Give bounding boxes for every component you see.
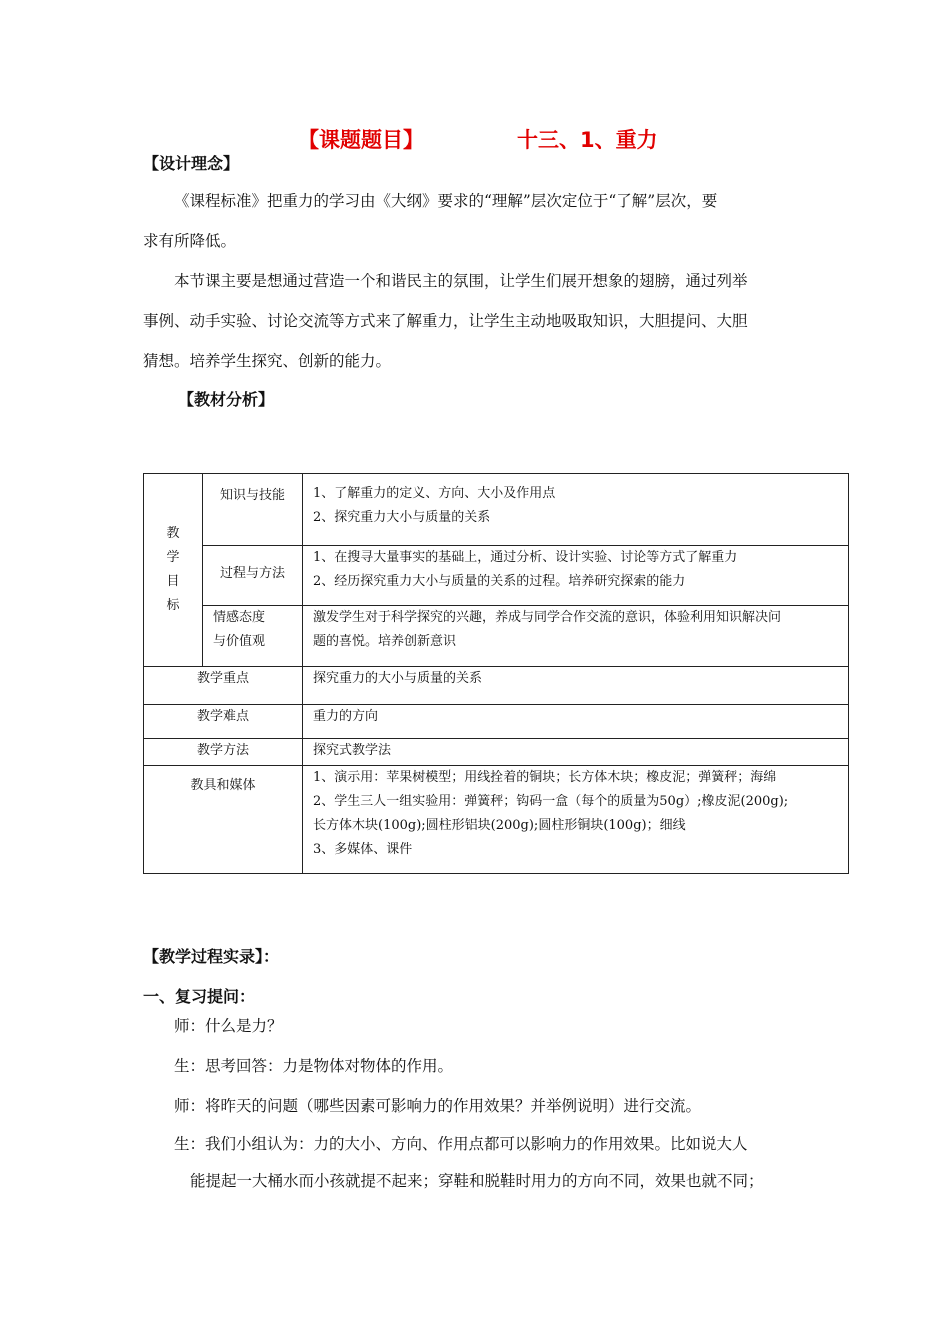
dialogue-line: 能提起一大桶水而小孩就提不起来；穿鞋和脱鞋时用力的方向不同，效果也就不同； bbox=[190, 1172, 764, 1190]
design-p2-line2: 事例、动手实验、讨论交流等方式来了解重力，让学生主动地吸取知识，大胆提问、大胆 bbox=[143, 312, 748, 330]
dialogue-line: 生：我们小组认为：力的大小、方向、作用点都可以影响力的作用效果。比如说大人 bbox=[174, 1135, 748, 1153]
dialogue-line: 师：什么是力？ bbox=[174, 1017, 283, 1035]
media-value bbox=[303, 766, 849, 874]
media-label bbox=[144, 766, 303, 874]
content-line: 1、演示用：苹果树模型；用线拴着的铜块；长方体木块；橡皮泥；弹簧秤；海绵 bbox=[313, 770, 777, 785]
key-point-label bbox=[144, 667, 303, 705]
goal-char: 标 bbox=[166, 598, 180, 613]
attitude-label-line: 情感态度 bbox=[213, 610, 266, 625]
key-point-label-text: 教学重点 bbox=[196, 671, 249, 686]
design-p1-line1: 《课程标准》把重力的学习由《大纲》要求的“理解”层次定位于“了解”层次，要 bbox=[174, 192, 718, 210]
table-row bbox=[144, 667, 849, 705]
method-value bbox=[303, 739, 849, 766]
method-label bbox=[144, 739, 303, 766]
media-label-text: 教具和媒体 bbox=[190, 778, 256, 793]
process-heading: 【教学过程实录】： bbox=[143, 947, 280, 966]
attitude-content bbox=[303, 606, 849, 667]
key-point-value bbox=[303, 667, 849, 705]
goal-char: 学 bbox=[166, 550, 180, 565]
goal-label-cell bbox=[144, 474, 203, 667]
lesson-title-label: 【课题题目】 bbox=[298, 128, 424, 152]
table-row bbox=[144, 766, 849, 874]
content-line: 题的喜悦。培养创新意识 bbox=[313, 634, 457, 649]
difficulty-label-text: 教学难点 bbox=[196, 709, 249, 724]
dialogue-line: 师：将昨天的问题（哪些因素可影响力的作用效果？并举例说明）进行交流。 bbox=[174, 1097, 702, 1115]
attitude-label-line: 与价值观 bbox=[213, 634, 266, 649]
knowledge-content bbox=[303, 474, 849, 546]
lesson-title: 十三、1、重力 bbox=[517, 128, 658, 152]
method-label-text: 教学方法 bbox=[196, 743, 249, 758]
design-p1-line2: 求有所降低。 bbox=[143, 232, 237, 250]
content-line: 长方体木块(100g);圆柱形铝块(200g);圆柱形铜块(100g)；细线 bbox=[313, 818, 686, 833]
table-row bbox=[144, 705, 849, 739]
table-row bbox=[144, 474, 849, 546]
lesson-plan-table bbox=[143, 473, 849, 874]
goal-char: 目 bbox=[166, 574, 180, 589]
difficulty-value bbox=[303, 705, 849, 739]
analysis-heading: 【教材分析】 bbox=[178, 390, 275, 409]
content-line: 2、经历探究重力大小与质量的关系的过程。培养研究探索的能力 bbox=[313, 574, 686, 589]
content-line: 3、多媒体、课件 bbox=[313, 842, 413, 857]
process-content bbox=[303, 546, 849, 606]
knowledge-label: 知识与技能 bbox=[203, 474, 303, 546]
attitude-label bbox=[203, 606, 303, 667]
table-row bbox=[144, 606, 849, 667]
dialogue-line: 生：思考回答：力是物体对物体的作用。 bbox=[174, 1057, 454, 1075]
design-p2-line1: 本节课主要是想通过营造一个和谐民主的氛围，让学生们展开想象的翅膀，通过列举 bbox=[174, 272, 748, 290]
goal-char: 教 bbox=[166, 526, 180, 541]
content-line: 2、探究重力大小与质量的关系 bbox=[313, 510, 491, 525]
design-heading: 【设计理念】 bbox=[143, 154, 240, 173]
section1-heading: 一、复习提问： bbox=[143, 987, 256, 1006]
content-line: 2、学生三人一组实验用：弹簧秤；钩码一盒（每个的质量为50g）;橡皮泥(200g); bbox=[313, 794, 789, 809]
content-line: 1、在搜寻大量事实的基础上，通过分析、设计实验、讨论等方式了解重力 bbox=[313, 550, 738, 565]
difficulty-value-text: 重力的方向 bbox=[313, 709, 379, 724]
table-row bbox=[144, 739, 849, 766]
content-line: 激发学生对于科学探究的兴趣，养成与同学合作交流的意识，体验利用知识解决问 bbox=[313, 610, 782, 625]
process-label: 过程与方法 bbox=[203, 546, 303, 606]
difficulty-label bbox=[144, 705, 303, 739]
method-value-text: 探究式教学法 bbox=[313, 743, 392, 758]
content-line: 1、了解重力的定义、方向、大小及作用点 bbox=[313, 486, 556, 501]
table-row bbox=[144, 546, 849, 606]
design-p2-line3: 猜想。培养学生探究、创新的能力。 bbox=[143, 352, 392, 370]
key-point-value-text: 探究重力的大小与质量的关系 bbox=[313, 671, 483, 686]
